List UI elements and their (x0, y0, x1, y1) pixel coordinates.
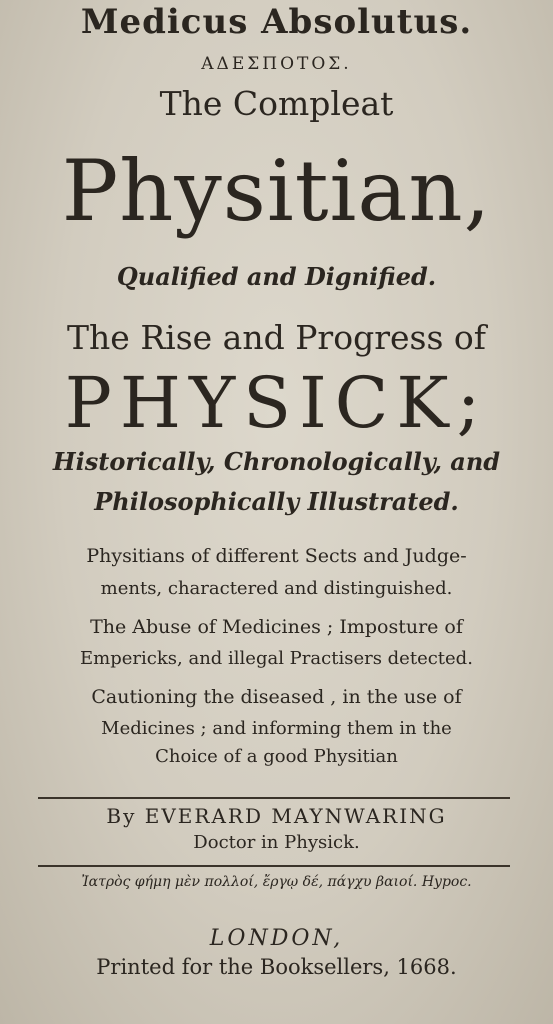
paragraph-3-line-2: Medicines ; and informing them in the (101, 718, 452, 739)
paragraph-3-line-3: Choice of a good Physitian (155, 746, 398, 767)
title-line-physick: PHYSICK; (64, 362, 489, 444)
paragraph-1-line-1: Physitians of different Sects and Judge- (86, 545, 467, 567)
greek-quote: Ἰατρὸς φήμη μὲν πολλοί, ἔργῳ δέ, πάγχυ βαιοί. Hypoc. (81, 874, 472, 890)
paragraph-3-line-1: Cautioning the diseased , in the use of (91, 686, 462, 708)
title-line-qualified: Qualified and Dignified. (116, 262, 437, 291)
title-line-rise: The Rise and Progress of (67, 318, 486, 357)
author-title: Doctor in Physick. (193, 832, 360, 853)
author-name: By EVERARD MAYNWARING (106, 804, 447, 828)
greek-title: ΑΔΕΣΠΟΤΟΣ. (201, 54, 352, 74)
paragraph-1-line-2: ments, charactered and distinguished. (100, 578, 453, 599)
subtitle-line-1: Historically, Chronologically, and (52, 447, 501, 476)
title-line-compleat: The Compleat (159, 84, 394, 123)
paragraph-2-line-1: The Abuse of Medicines ; Imposture of (90, 616, 463, 638)
subtitle-line-2: Philosophically Illustrated. (94, 487, 459, 516)
divider-rule (38, 797, 510, 799)
latin-title: Medicus Absolutus. (80, 2, 473, 42)
imprint-city: LONDON, (209, 926, 344, 951)
paragraph-2-line-2: Empericks, and illegal Practisers detected. (80, 648, 473, 669)
imprint-publisher: Printed for the Booksellers, 1668. (96, 955, 457, 979)
divider-rule (38, 865, 510, 867)
title-line-physitian: Physitian, (61, 142, 492, 240)
